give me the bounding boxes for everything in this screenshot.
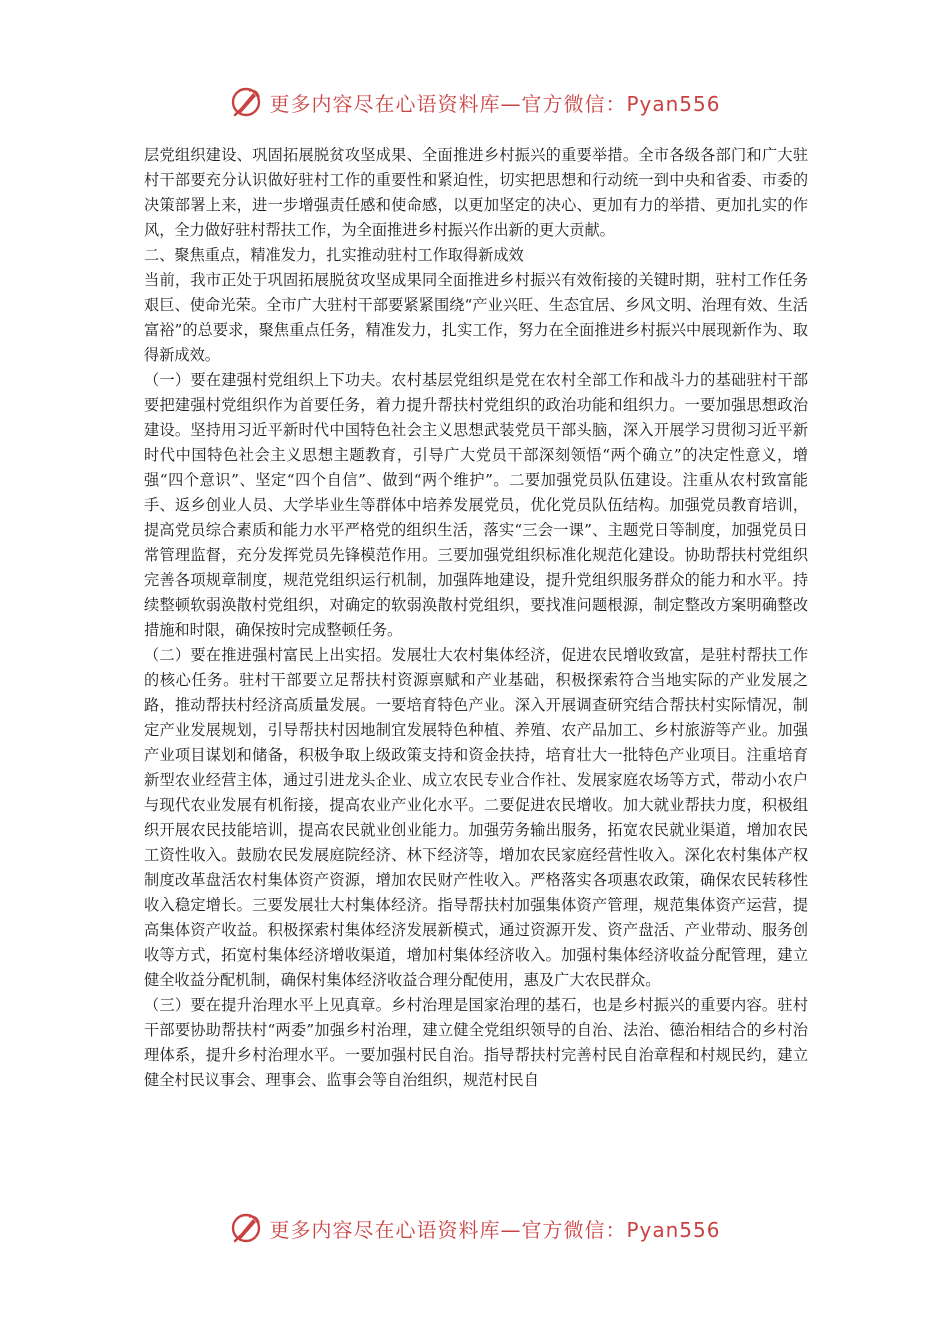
paragraph-section-2-intro: 当前，我市正处于巩固拓展脱贫攻坚成果同全面推进乡村振兴有效衔接的关键时期，驻村工作任务艰巨、使命光荣。全市广大驻村干部要紧紧围绕“产业兴旺、生态宜居、乡风文明、治理有效、生活富裕”的总要求，聚焦重点任务，精准发力，扎实工作，努力在全面推进乡村振兴中展现新作为、取得新成效。 bbox=[144, 271, 808, 364]
banner-text: 更多内容尽在心语资料库—官方微信：Pyan556 bbox=[269, 91, 721, 116]
paragraph-subsection-1: （一）要在建强村党组织上下功夫。农村基层党组织是党在农村全部工作和战斗力的基础驻村干部要把建强村党组织作为首要任务，着力提升帮扶村党组织的政治功能和组织力。一要加强思想政治建设。坚持用习近平新时代中国特色社会主义思想武装党员干部头脑，深入开展学习贯彻习近平新时代中国特色社会主义思想主题教育，引导广大党员干部深刻领悟“两个确立”的决定性意义，增强“四个意识”、坚定“四个自信”、做到“两个维护”。二要加强党员队伍建设。注重从农村致富能手、返乡创业人员、大学毕业生等群体中培养发展党员，优化党员队伍结构。加强党员教育培训，提高党员综合素质和能力水平严格党的组织生活，落实“三会一课”、主题党日等制度，加强党员日常管理监督，充分发挥党员先锋模范作用。三要加强党组织标准化规范化建设。协助帮扶村党组织完善各项规章制度，规范党组织运行机制，加强阵地建设，提升党组织服务群众的能力和水平。持续整顿软弱涣散村党组织，对确定的软弱涣散村党组织，要找准问题根源，制定整改方案明确整改措施和时限，确保按时完成整顿任务。 bbox=[144, 371, 808, 639]
header-banner bbox=[0, 82, 950, 122]
banner-text: 更多内容尽在心语资料库—官方微信：Pyan556 bbox=[269, 1217, 721, 1242]
footer-banner bbox=[0, 1208, 950, 1248]
paragraph-subsection-2: （二）要在推进强村富民上出实招。发展壮大农村集体经济，促进农民增收致富，是驻村帮扶工作的核心任务。驻村干部要立足帮扶村资源禀赋和产业基础，积极探索符合当地实际的产业发展之路，推动帮扶村经济高质量发展。一要培育特色产业。深入开展调查研究结合帮扶村实际情况，制定产业发展规划，引导帮扶村因地制宜发展特色种植、养殖、农产品加工、乡村旅游等产业。加强产业项目谋划和储备，积极争取上级政策支持和资金扶持，培育壮大一批特色产业项目。注重培育新型农业经营主体，通过引进龙头企业、成立农民专业合作社、发展家庭农场等方式，带动小农户与现代农业发展有机衔接，提高农业产业化水平。二要促进农民增收。加大就业帮扶力度，积极组织开展农民技能培训，提高农民就业创业能力。加强劳务输出服务，拓宽农民就业渠道，增加农民工资性收入。鼓励农民发展庭院经济、林下经济等，增加农民家庭经营性收入。深化农村集体产权制度改革盘活农村集体资产资源，增加农民财产性收入。严格落实各项惠农政策，确保农民转移性收入稳定增长。三要发展壮大村集体经济。指导帮扶村加强集体资产管理，规范集体资产运营，提高集体资产收益。积极探索村集体经济发展新模式，通过资源开发、资产盘活、产业带动、服务创收等方式，拓宽村集体经济增收渠道，增加村集体经济收入。加强村集体经济收益分配管理，建立健全收益分配机制，确保村集体经济收益合理分配使用，惠及广大农民群众。 bbox=[144, 646, 808, 989]
document-body bbox=[144, 143, 808, 1093]
quill-pen-logo-icon bbox=[229, 1211, 263, 1245]
paragraph-subsection-3: （三）要在提升治理水平上见真章。乡村治理是国家治理的基石，也是乡村振兴的重要内容。驻村干部要协助帮扶村“两委”加强乡村治理，建立健全党组织领导的自治、法治、德治相结合的乡村治理体系，提升乡村治理水平。一要加强村民自治。指导帮扶村完善村民自治章程和村规民约，建立健全村民议事会、理事会、监事会等自治组织，规范村民自 bbox=[144, 996, 808, 1089]
paragraph-intro-continued: 层党组织建设、巩固拓展脱贫攻坚成果、全面推进乡村振兴的重要举措。全市各级各部门和广大驻村干部要充分认识做好驻村工作的重要性和紧迫性，切实把思想和行动统一到中央和省委、市委的决策部署上来，进一步增强责任感和使命感，以更加坚定的决心、更加有力的举措、更加扎实的作风，全力做好驻村帮扶工作，为全面推进乡村振兴作出新的更大贡献。 bbox=[144, 146, 808, 239]
quill-pen-logo-icon bbox=[229, 85, 263, 119]
section-heading-2: 二、聚焦重点，精准发力，扎实推动驻村工作取得新成效 bbox=[144, 246, 524, 264]
